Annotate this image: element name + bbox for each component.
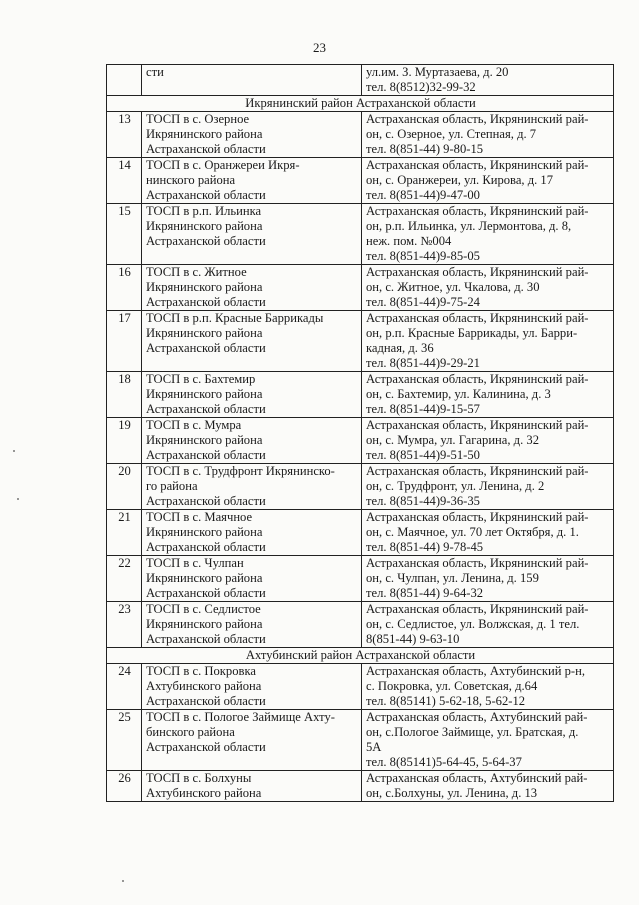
office-name-line: ТОСП в с. Пологое Займище Ахту- — [146, 710, 335, 724]
office-address-line: Астраханская область, Икрянинский рай- — [366, 602, 589, 616]
office-address-line: Астраханская область, Ахтубинский рай- — [366, 710, 588, 724]
office-address-cell — [362, 464, 614, 510]
office-name-line: ТОСП в с. Озерное — [146, 112, 250, 126]
office-name-line: Икрянинского района — [146, 326, 263, 340]
row-number: 25 — [107, 710, 142, 771]
office-name-cell — [142, 204, 362, 265]
row-number: 21 — [107, 510, 142, 556]
office-address-line: Астраханская область, Икрянинский рай- — [366, 112, 589, 126]
office-name-line: ТОСП в с. Седлистое — [146, 602, 261, 616]
office-name-line: Астраханской области — [146, 494, 266, 508]
office-name-cell — [142, 112, 362, 158]
office-address-line: он, с. Трудфронт, ул. Ленина, д. 2 — [366, 479, 545, 493]
office-address-line: тел. 8(851-44) 9-78-45 — [366, 540, 484, 554]
office-address-cell — [362, 372, 614, 418]
office-address-line: тел. 8(851-44)9-15-57 — [366, 402, 480, 416]
office-name-line: Астраханской области — [146, 402, 266, 416]
office-name-line: Икрянинского района — [146, 525, 263, 539]
office-address-line: 5А — [366, 740, 382, 754]
office-address-line: он, с. Чулпан, ул. Ленина, д. 159 — [366, 571, 539, 585]
office-address-line: Астраханская область, Икрянинский рай- — [366, 372, 589, 386]
office-name-line: ТОСП в с. Болхуны — [146, 771, 252, 785]
table-row — [107, 464, 614, 510]
office-address-line: Астраханская область, Икрянинский рай- — [366, 556, 589, 570]
scan-speck — [122, 880, 124, 882]
office-name-line: Икрянинского района — [146, 219, 263, 233]
scan-speck — [17, 498, 19, 500]
office-address-cell — [362, 265, 614, 311]
office-address-line: тел. 8(851-44)9-47-00 — [366, 188, 480, 202]
table-row — [107, 602, 614, 648]
table-row — [107, 158, 614, 204]
office-address-line: с. Покровка, ул. Советская, д.64 — [366, 679, 538, 693]
office-name-cell — [142, 664, 362, 710]
office-name-line: Икрянинского района — [146, 387, 263, 401]
office-address-cell — [362, 710, 614, 771]
office-address-line: он, с. Бахтемир, ул. Калинина, д. 3 — [366, 387, 551, 401]
row-number: 22 — [107, 556, 142, 602]
office-name-line: ТОСП в р.п. Красные Баррикады — [146, 311, 324, 325]
row-number: 23 — [107, 602, 142, 648]
row-number — [107, 65, 142, 96]
office-name-line: Икрянинского района — [146, 280, 263, 294]
office-address-line: он, р.п. Красные Баррикады, ул. Барри- — [366, 326, 578, 340]
office-name-line: Астраханской области — [146, 632, 266, 646]
office-name-line: ТОСП в с. Маячное — [146, 510, 253, 524]
office-name-cell — [142, 65, 362, 96]
office-address-line: тел. 8(85141)5-64-45, 5-64-37 — [366, 755, 522, 769]
office-address-line: Астраханская область, Икрянинский рай- — [366, 265, 589, 279]
table-row — [107, 265, 614, 311]
office-name-cell — [142, 510, 362, 556]
office-name-line: Астраханской области — [146, 234, 266, 248]
office-address-cell — [362, 664, 614, 710]
office-name-line: Ахтубинского района — [146, 786, 262, 800]
section-header-row — [107, 96, 614, 112]
office-address-line: Астраханская область, Ахтубинский р-н, — [366, 664, 585, 678]
office-address-line: тел. 8(851-44)9-36-35 — [366, 494, 480, 508]
table-row — [107, 112, 614, 158]
office-address-cell — [362, 65, 614, 96]
office-address-cell — [362, 510, 614, 556]
office-address-line: он, с. Маячное, ул. 70 лет Октября, д. 1. — [366, 525, 579, 539]
office-name-line: ТОСП в р.п. Ильинка — [146, 204, 262, 218]
office-name-line: ТОСП в с. Бахтемир — [146, 372, 256, 386]
office-address-line: он, с.Пологое Займище, ул. Братская, д. — [366, 725, 579, 739]
row-number: 24 — [107, 664, 142, 710]
section-header-row — [107, 648, 614, 664]
office-name-line: ТОСП в с. Трудфронт Икрянинско- — [146, 464, 335, 478]
office-address-line: тел. 8(851-44) 9-80-15 — [366, 142, 484, 156]
office-name-line: Икрянинского района — [146, 433, 263, 447]
office-name-line: Астраханской области — [146, 740, 266, 754]
office-name-line: Астраханской области — [146, 540, 266, 554]
office-name-line: Икрянинского района — [146, 127, 263, 141]
office-name-line: Астраханской области — [146, 295, 266, 309]
row-number: 19 — [107, 418, 142, 464]
row-number: 15 — [107, 204, 142, 265]
office-name-cell — [142, 602, 362, 648]
office-name-cell — [142, 710, 362, 771]
office-address-line: тел. 8(851-44)9-51-50 — [366, 448, 480, 462]
section-title: Ахтубинский район Астраханской области — [107, 648, 614, 664]
row-number: 14 — [107, 158, 142, 204]
office-address-line: Астраханская область, Икрянинский рай- — [366, 418, 589, 432]
office-name-line: Астраханской области — [146, 188, 266, 202]
section-title: Икрянинский район Астраханской области — [107, 96, 614, 112]
office-name-line: бинского района — [146, 725, 235, 739]
scan-speck — [13, 450, 15, 452]
office-address-line: он, с. Житное, ул. Чкалова, д. 30 — [366, 280, 540, 294]
office-address-cell — [362, 311, 614, 372]
office-name-cell — [142, 265, 362, 311]
office-address-line: тел. 8(851-44)9-75-24 — [366, 295, 480, 309]
table-row — [107, 65, 614, 96]
office-address-line: тел. 8(851-44)9-29-21 — [366, 356, 480, 370]
office-address-line: Астраханская область, Ахтубинский рай- — [366, 771, 588, 785]
office-address-cell — [362, 204, 614, 265]
row-number: 16 — [107, 265, 142, 311]
office-address-cell — [362, 112, 614, 158]
office-address-line: он, с. Озерное, ул. Степная, д. 7 — [366, 127, 537, 141]
office-address-line: тел. 8(851-44)9-85-05 — [366, 249, 480, 263]
table-row — [107, 510, 614, 556]
office-address-line: 8(851-44) 9-63-10 — [366, 632, 460, 646]
office-address-line: он, с. Мумра, ул. Гагарина, д. 32 — [366, 433, 539, 447]
table-row — [107, 771, 614, 802]
office-address-line: неж. пом. №004 — [366, 234, 452, 248]
row-number: 17 — [107, 311, 142, 372]
office-name-line: сти — [146, 65, 164, 79]
office-address-cell — [362, 602, 614, 648]
office-name-line: Астраханской области — [146, 341, 266, 355]
office-address-line: он, р.п. Ильинка, ул. Лермонтова, д. 8, — [366, 219, 572, 233]
row-number: 26 — [107, 771, 142, 802]
table-row — [107, 372, 614, 418]
office-name-line: Икрянинского района — [146, 617, 263, 631]
table-row — [107, 556, 614, 602]
office-name-line: го района — [146, 479, 198, 493]
office-name-cell — [142, 464, 362, 510]
office-address-line: он, с. Оранжереи, ул. Кирова, д. 17 — [366, 173, 554, 187]
row-number: 18 — [107, 372, 142, 418]
office-name-line: Астраханской области — [146, 448, 266, 462]
office-name-line: нинского района — [146, 173, 236, 187]
office-name-cell — [142, 771, 362, 802]
office-address-line: он, с.Болхуны, ул. Ленина, д. 13 — [366, 786, 538, 800]
office-address-cell — [362, 556, 614, 602]
office-name-line: ТОСП в с. Чулпан — [146, 556, 244, 570]
office-address-line: Астраханская область, Икрянинский рай- — [366, 311, 589, 325]
office-name-line: Астраханской области — [146, 142, 266, 156]
office-name-line: ТОСП в с. Мумра — [146, 418, 242, 432]
office-name-cell — [142, 372, 362, 418]
office-address-cell — [362, 158, 614, 204]
office-address-line: Астраханская область, Икрянинский рай- — [366, 158, 589, 172]
office-address-line: Астраханская область, Икрянинский рай- — [366, 204, 589, 218]
office-address-line: тел. 8(8512)32-99-32 — [366, 80, 476, 94]
office-address-line: ул.им. З. Муртазаева, д. 20 — [366, 65, 509, 79]
office-name-line: Астраханской области — [146, 694, 266, 708]
office-address-line: тел. 8(85141) 5-62-18, 5-62-12 — [366, 694, 526, 708]
office-name-cell — [142, 158, 362, 204]
office-address-line: он, с. Седлистое, ул. Волжская, д. 1 тел. — [366, 617, 580, 631]
table-row — [107, 664, 614, 710]
office-name-line: Икрянинского района — [146, 571, 263, 585]
office-name-line: Ахтубинского района — [146, 679, 262, 693]
table-row — [107, 311, 614, 372]
office-address-line: тел. 8(851-44) 9-64-32 — [366, 586, 484, 600]
row-number: 13 — [107, 112, 142, 158]
office-address-table — [106, 64, 614, 802]
table-row — [107, 204, 614, 265]
table-row — [107, 710, 614, 771]
office-address-cell — [362, 771, 614, 802]
office-name-cell — [142, 418, 362, 464]
table-row — [107, 418, 614, 464]
page-number: 23 — [313, 40, 326, 55]
office-name-line: ТОСП в с. Оранжереи Икря- — [146, 158, 300, 172]
office-name-line: Астраханской области — [146, 586, 266, 600]
office-address-line: Астраханская область, Икрянинский рай- — [366, 464, 589, 478]
office-address-line: кадная, д. 36 — [366, 341, 434, 355]
office-address-cell — [362, 418, 614, 464]
office-name-line: ТОСП в с. Покровка — [146, 664, 256, 678]
office-address-line: Астраханская область, Икрянинский рай- — [366, 510, 589, 524]
row-number: 20 — [107, 464, 142, 510]
office-name-cell — [142, 556, 362, 602]
office-name-line: ТОСП в с. Житное — [146, 265, 247, 279]
office-name-cell — [142, 311, 362, 372]
